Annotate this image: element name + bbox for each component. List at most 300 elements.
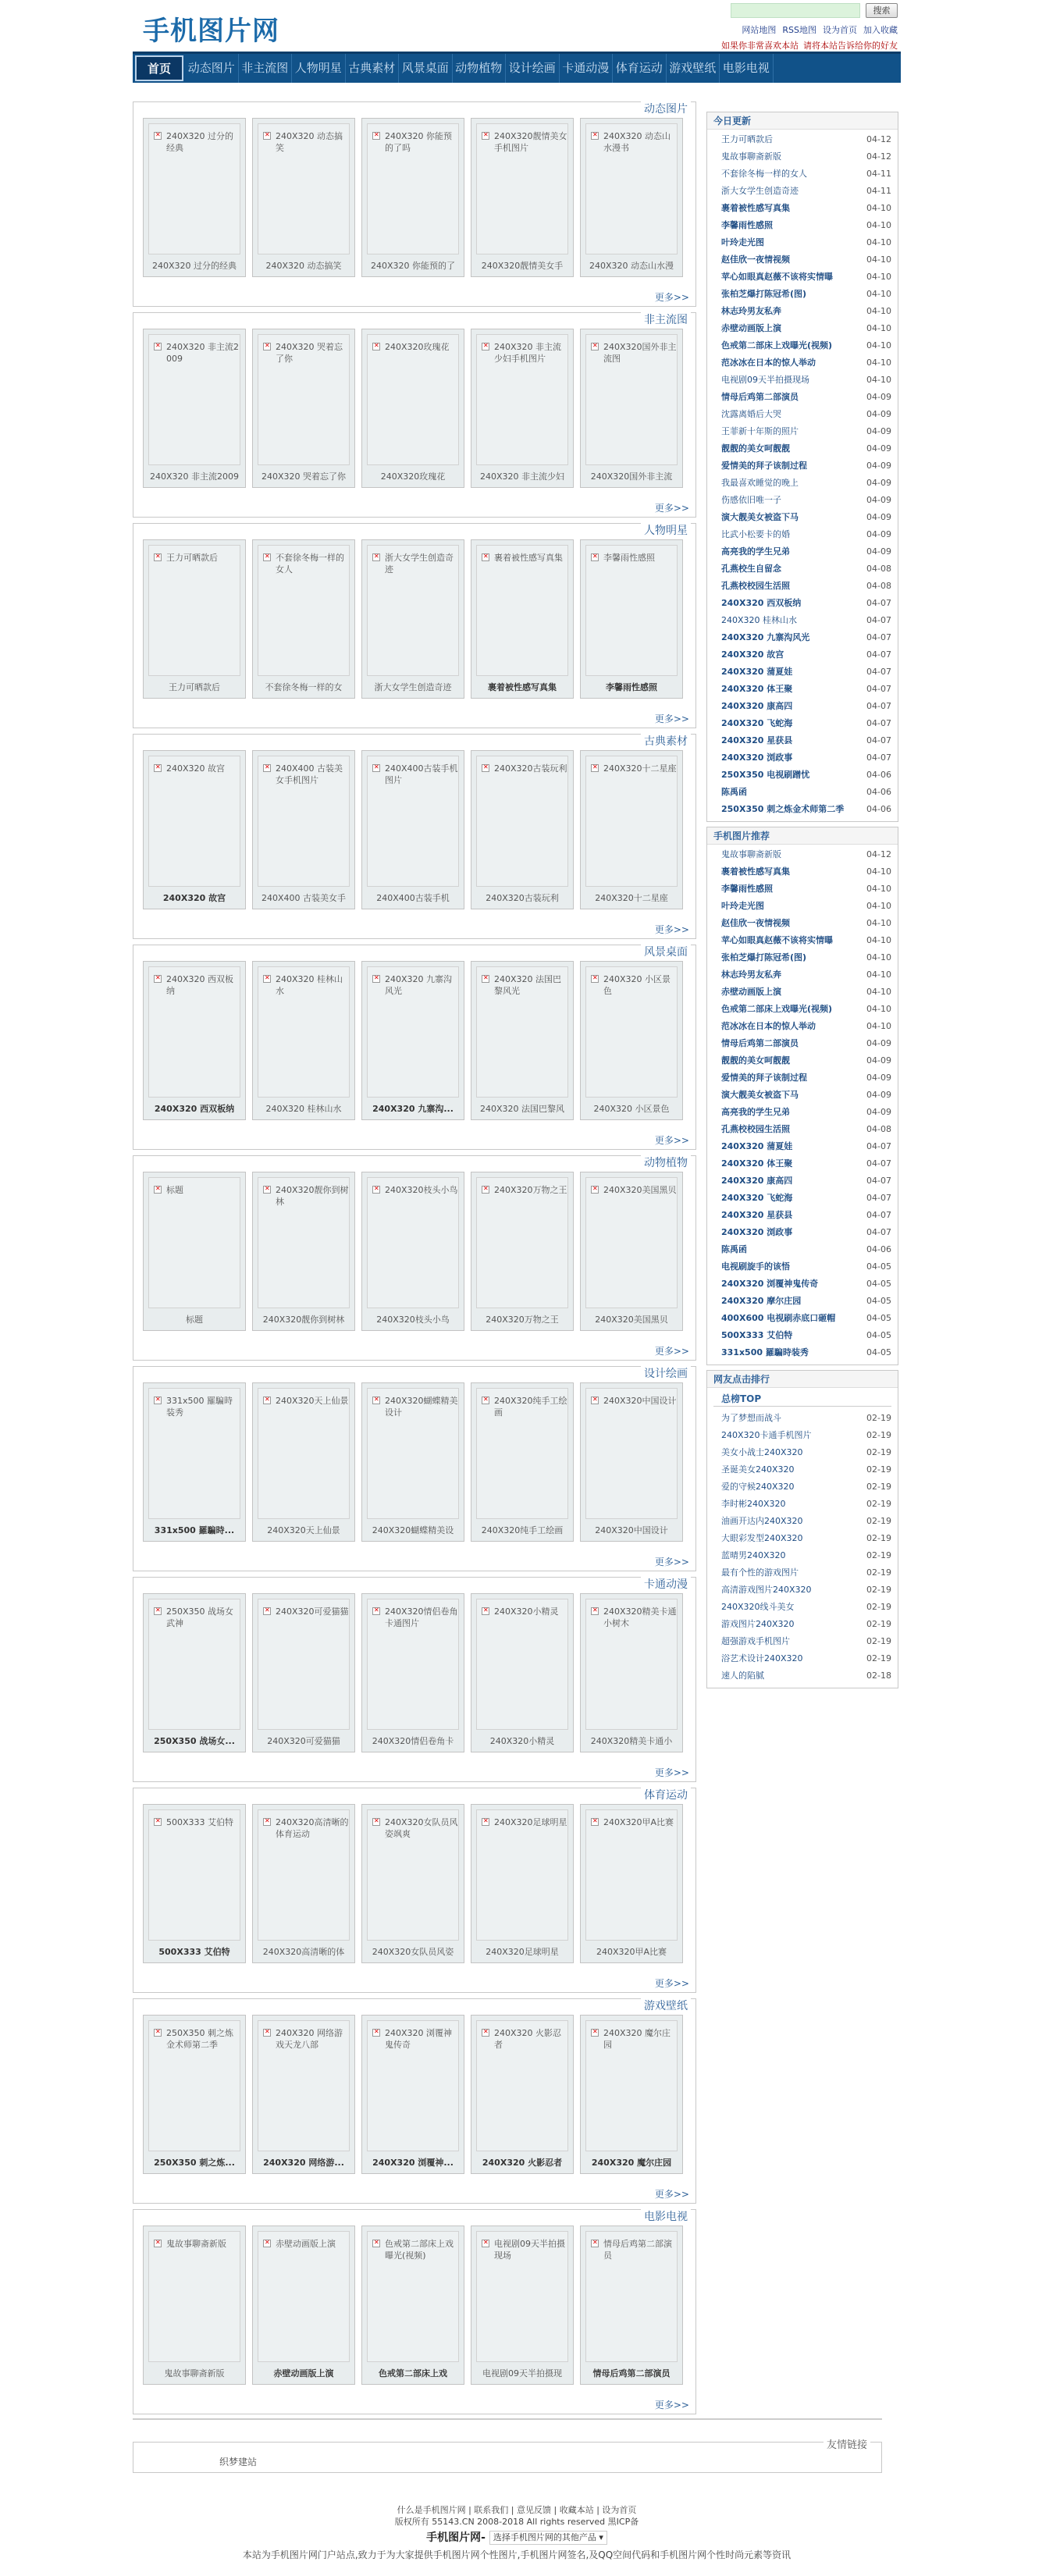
list-item[interactable] [721,1087,891,1104]
image-caption[interactable]: 李馨雨性感照 [606,682,657,692]
list-item[interactable] [721,715,891,732]
broken-image[interactable] [258,1599,350,1730]
list-item[interactable] [721,1410,891,1427]
nav-item[interactable]: 体育运动 [613,54,667,83]
image-card[interactable] [143,1804,246,1963]
image-card[interactable] [580,1382,683,1542]
broken-image[interactable] [258,123,350,254]
list-item[interactable] [721,251,891,269]
list-item[interactable] [721,1224,891,1241]
image-caption[interactable]: 240X320 网络游... [263,2158,344,2168]
broken-image[interactable] [585,123,678,254]
list-item-title[interactable]: 240X320 星获县 [721,735,793,745]
list-item-title[interactable]: 高亮我的学生兄弟 [721,1107,790,1117]
image-caption[interactable]: 240X320 桂林山水 [265,1104,342,1114]
list-item-title[interactable]: 240X320 蒲夏娃 [721,667,793,677]
broken-image[interactable] [476,1809,568,1941]
list-item[interactable] [721,1241,891,1258]
image-card[interactable] [143,1172,246,1331]
more-link[interactable]: 更多>> [654,1557,689,1567]
image-card[interactable] [471,2015,574,2174]
image-caption[interactable]: 不套徐冬梅一样的女 [265,682,343,692]
list-item-title[interactable]: 油画开达内240X320 [721,1516,803,1526]
broken-image[interactable] [367,2231,459,2362]
list-item[interactable] [721,475,891,492]
image-caption[interactable]: 240X320 西双板纳 [154,1104,235,1114]
list-item-title[interactable]: 演大靓美女被盗下马 [721,1090,799,1100]
list-item[interactable] [721,664,891,681]
sitemap-link[interactable]: 网站地图 [742,25,777,35]
list-item-title[interactable]: 240X320 体王聚 [721,684,793,694]
broken-image[interactable] [258,334,350,465]
image-caption[interactable]: 标题 [186,1315,203,1325]
image-caption[interactable]: 240X320枝头小鸟 [376,1315,450,1325]
image-card[interactable] [580,2015,683,2174]
broken-image[interactable] [148,2020,240,2151]
list-item[interactable] [721,440,891,457]
list-item-title[interactable]: 240X320 浏政事 [721,1227,793,1237]
list-item-title[interactable]: 林志玲男友私奔 [721,970,781,980]
section-title[interactable]: 设计绘画 [641,1365,691,1381]
list-item-title[interactable]: 浙大女学生创造奇迹 [721,186,799,196]
image-caption[interactable]: 240X320小精灵 [489,1736,555,1746]
list-item[interactable] [721,303,891,320]
broken-image[interactable] [367,1388,459,1519]
list-item-title[interactable]: 240X320 浏覆神鬼传奇 [721,1279,819,1289]
list-item[interactable] [721,1530,891,1547]
image-caption[interactable]: 240X320可爱猫猫 [267,1736,340,1746]
list-item[interactable] [721,732,891,749]
image-card[interactable] [580,750,683,909]
image-caption[interactable]: 240X320 小区景色 [593,1104,670,1114]
broken-image[interactable] [476,1177,568,1308]
list-item[interactable] [721,1001,891,1018]
image-card[interactable] [361,118,464,277]
list-item[interactable] [721,1633,891,1650]
list-item[interactable] [721,492,891,509]
list-item[interactable] [721,932,891,949]
list-item-title[interactable]: 孔燕校校园生活照 [721,581,790,591]
image-card[interactable] [580,118,683,277]
image-card[interactable] [471,1382,574,1542]
broken-image[interactable] [367,2020,459,2151]
list-item-title[interactable]: 鬼故事聊斋新版 [721,151,781,162]
list-item[interactable] [721,200,891,217]
image-caption[interactable]: 240X320精美卡通小 [590,1736,673,1746]
list-item-title[interactable]: 孔燕校生自留念 [721,564,781,574]
list-item-title[interactable]: 500X333 艾伯特 [721,1330,793,1340]
more-link[interactable]: 更多>> [654,1346,689,1357]
broken-image[interactable] [258,756,350,887]
friend-link[interactable]: 织梦建站 [219,2457,258,2467]
broken-image[interactable] [585,2020,678,2151]
list-item[interactable] [721,457,891,475]
broken-image[interactable] [585,545,678,676]
list-item[interactable] [721,966,891,984]
image-caption[interactable]: 色戒第二部床上戏 [379,2368,447,2379]
image-caption[interactable]: 情母后鸡第二部演员 [592,2368,671,2379]
list-item-title[interactable]: 色戒第二部床上戏曝光(视频) [721,340,833,350]
list-item[interactable] [721,595,891,612]
list-item[interactable] [721,1121,891,1138]
image-caption[interactable]: 电视剧09天半拍摄现 [482,2368,562,2379]
image-card[interactable] [580,961,683,1120]
more-link[interactable]: 更多>> [654,2400,689,2411]
broken-image[interactable] [258,2231,350,2362]
image-card[interactable] [471,539,574,699]
list-item-title[interactable]: 240X320卡通手机图片 [721,1430,812,1440]
list-item-title[interactable]: 孔燕校校园生活照 [721,1124,790,1134]
footer-link[interactable]: 意见反馈 [517,2505,551,2515]
image-card[interactable] [143,1593,246,1752]
list-item-title[interactable]: 240X320 康高四 [721,1176,793,1186]
broken-image[interactable] [367,545,459,676]
list-item[interactable] [721,578,891,595]
broken-image[interactable] [367,1599,459,1730]
list-item-title[interactable]: 圣诞美女240X320 [721,1464,795,1475]
footer-link[interactable]: 设为首页 [602,2505,637,2515]
broken-image[interactable] [258,2020,350,2151]
image-caption[interactable]: 240X320高清晰的体 [262,1947,345,1957]
list-item[interactable] [721,767,891,784]
section-title[interactable]: 电影电视 [641,2208,691,2224]
list-item[interactable] [721,148,891,165]
image-card[interactable] [361,750,464,909]
image-card[interactable] [252,961,355,1120]
footer-link[interactable]: 什么是手机图片网 [397,2505,466,2515]
list-item[interactable] [721,915,891,932]
image-caption[interactable]: 240X320靓情美女手 [481,261,564,271]
image-card[interactable] [471,2226,574,2385]
section-title[interactable]: 人物明星 [641,522,691,538]
image-caption[interactable]: 240X320十二星座 [595,893,668,903]
broken-image[interactable] [476,2020,568,2151]
list-item[interactable] [721,1018,891,1035]
list-item-title[interactable]: 苹心如眼真赵薇不该将实情曝 [721,272,833,282]
image-caption[interactable]: 240X320美国黑贝 [595,1315,668,1325]
image-caption[interactable]: 240X320纯手工绘画 [481,1525,564,1535]
list-item-title[interactable]: 张柏芝爆打陈冠希(图) [721,952,807,962]
image-card[interactable] [143,2226,246,2385]
list-item[interactable] [721,1258,891,1276]
image-card[interactable] [361,1172,464,1331]
list-item[interactable] [721,898,891,915]
image-caption[interactable]: 240X320 九寨沟... [372,1104,454,1114]
list-item-title[interactable]: 情母后鸡第二部演员 [721,392,799,402]
list-item-title[interactable]: 赵佳欣一夜情视频 [721,254,790,265]
image-card[interactable] [580,2226,683,2385]
list-item[interactable] [721,165,891,183]
broken-image[interactable] [367,756,459,887]
more-link[interactable]: 更多>> [654,503,689,514]
list-item-title[interactable]: 裹着被性感写真集 [721,203,790,213]
list-item-title[interactable]: 陈禹函 [721,1244,747,1254]
more-link[interactable]: 更多>> [654,1978,689,1989]
list-item-title[interactable]: 高清游戏图片240X320 [721,1585,812,1595]
list-item[interactable] [721,183,891,200]
image-card[interactable] [252,750,355,909]
list-item-title[interactable]: 范冰冰在日本的惊人举动 [721,358,816,368]
nav-item[interactable]: 动物植物 [453,54,507,83]
broken-image[interactable] [148,545,240,676]
image-card[interactable] [143,1382,246,1542]
list-item-title[interactable]: 范冰冰在日本的惊人举动 [721,1021,816,1031]
image-card[interactable] [580,539,683,699]
list-item-title[interactable]: 我最喜欢睡觉的晚上 [721,478,799,488]
list-item-title[interactable]: 叶玲走光图 [721,901,764,911]
list-item-title[interactable]: 情母后鸡第二部演员 [721,1038,799,1048]
image-caption[interactable]: 250X350 战场女... [154,1736,235,1746]
more-link[interactable]: 更多>> [654,1135,689,1146]
list-item[interactable] [721,1104,891,1121]
list-item[interactable] [721,1069,891,1087]
nav-item[interactable]: 卡通动漫 [560,54,614,83]
image-caption[interactable]: 240X320 浏覆神... [372,2158,454,2168]
list-item-title[interactable]: 沈露离婚后大哭 [721,409,781,419]
list-item[interactable] [721,1138,891,1155]
image-card[interactable] [580,1804,683,1963]
broken-image[interactable] [148,1177,240,1308]
image-caption[interactable]: 240X320 火影忍者 [482,2158,563,2168]
list-item[interactable] [721,372,891,389]
list-item-title[interactable]: 李时彬240X320 [721,1499,786,1509]
list-item-title[interactable]: 爱情美的拜子该制过程 [721,1073,807,1083]
image-caption[interactable]: 240X320 哭着忘了你 [261,471,347,482]
broken-image[interactable] [258,966,350,1098]
nav-item[interactable]: 古典素材 [346,54,400,83]
broken-image[interactable] [367,123,459,254]
nav-item[interactable]: 动态图片 [185,54,239,83]
section-title[interactable]: 游戏壁纸 [641,1998,691,2013]
list-item-title[interactable]: 250X350 电视刷蹭忧 [721,770,810,780]
list-item-title[interactable]: 不套徐冬梅一样的女人 [721,169,807,179]
list-item-title[interactable]: 240X320 飞蛇海 [721,718,793,728]
list-item[interactable] [721,1427,891,1444]
list-item[interactable] [721,801,891,818]
image-card[interactable] [580,1593,683,1752]
list-item[interactable] [721,749,891,767]
image-card[interactable] [471,750,574,909]
broken-image[interactable] [585,1599,678,1730]
list-item-title[interactable]: 游戏图片240X320 [721,1619,795,1629]
list-item-title[interactable]: 爱情美的拜子该制过程 [721,461,807,471]
image-caption[interactable]: 500X333 艾伯特 [158,1947,230,1957]
list-item-title[interactable]: 陈禹函 [721,787,747,797]
list-item[interactable] [721,984,891,1001]
list-item[interactable] [721,863,891,881]
list-item-title[interactable]: 240X320 蒲夏娃 [721,1141,793,1151]
image-card[interactable] [252,1172,355,1331]
broken-image[interactable] [476,545,568,676]
image-caption[interactable]: 240X320 魔尔庄园 [591,2158,672,2168]
image-caption[interactable]: 250X350 刺之炼... [154,2158,235,2168]
image-card[interactable] [361,1593,464,1752]
list-item[interactable] [721,1327,891,1344]
image-card[interactable] [361,1382,464,1542]
list-item-title[interactable]: 大眼彩发型240X320 [721,1533,803,1543]
list-item[interactable] [721,1496,891,1513]
image-card[interactable] [471,961,574,1120]
section-title[interactable]: 动态图片 [641,101,691,116]
list-item[interactable] [721,526,891,543]
broken-image[interactable] [148,1809,240,1941]
list-item[interactable] [721,1616,891,1633]
image-caption[interactable]: 240X320 动态山水漫 [589,261,674,271]
list-item[interactable] [721,509,891,526]
nav-item[interactable]: 游戏壁纸 [667,54,720,83]
image-card[interactable] [361,1804,464,1963]
list-item[interactable] [721,320,891,337]
list-item[interactable] [721,1650,891,1667]
image-card[interactable] [361,329,464,488]
list-item[interactable] [721,389,891,406]
broken-image[interactable] [148,966,240,1098]
more-link[interactable]: 更多>> [654,2189,689,2200]
broken-image[interactable] [476,966,568,1098]
image-caption[interactable]: 240X320玫瑰花 [380,471,446,482]
list-item-title[interactable]: 240X320 西双板纳 [721,598,802,608]
broken-image[interactable] [148,1388,240,1519]
image-card[interactable] [361,2015,464,2174]
list-item[interactable] [721,560,891,578]
image-card[interactable] [143,961,246,1120]
broken-image[interactable] [258,545,350,676]
image-caption[interactable]: 240X320甲A比赛 [596,1947,667,1957]
list-item[interactable] [721,646,891,664]
list-item[interactable] [721,269,891,286]
list-item-title[interactable]: 裹着被性感写真集 [721,866,790,877]
broken-image[interactable] [367,334,459,465]
image-caption[interactable]: 240X320天上仙景 [267,1525,340,1535]
broken-image[interactable] [585,1388,678,1519]
broken-image[interactable] [148,756,240,887]
list-item[interactable] [721,612,891,629]
list-item-title[interactable]: 色戒第二部床上戏曝光(视频) [721,1004,833,1014]
image-caption[interactable]: 240X320 非主流少妇 [479,471,565,482]
section-title[interactable]: 动物植物 [641,1155,691,1170]
image-caption[interactable]: 鬼故事聊斋新版 [164,2368,225,2379]
image-card[interactable] [252,1593,355,1752]
list-item[interactable] [721,1444,891,1461]
list-item-title[interactable]: 李馨雨性感照 [721,220,773,230]
product-select[interactable]: 选择手机图片网的其他产品 ▾ [489,2531,607,2545]
list-item[interactable] [721,629,891,646]
list-item[interactable] [721,1513,891,1530]
list-item[interactable] [721,337,891,354]
image-caption[interactable]: 240X320 法国巴黎风 [479,1104,565,1114]
set-homepage-link[interactable]: 设为首页 [823,25,857,35]
list-item[interactable] [721,1172,891,1190]
list-item[interactable] [721,543,891,560]
list-item-title[interactable]: 为了梦想而战斗 [721,1413,781,1423]
broken-image[interactable] [585,966,678,1098]
broken-image[interactable] [476,1599,568,1730]
list-item-title[interactable]: 赵佳欣一夜情视频 [721,918,790,928]
image-caption[interactable]: 240X320 故宫 [162,893,226,903]
broken-image[interactable] [148,123,240,254]
nav-item[interactable]: 首页 [135,55,183,81]
nav-item[interactable]: 风景桌面 [399,54,453,83]
image-caption[interactable]: 赤壁动画版上演 [273,2368,334,2379]
list-item[interactable] [721,131,891,148]
image-card[interactable] [143,539,246,699]
broken-image[interactable] [585,756,678,887]
image-card[interactable] [143,750,246,909]
broken-image[interactable] [258,1388,350,1519]
list-item-title[interactable]: 叶玲走光图 [721,237,764,247]
section-title[interactable]: 卡通动漫 [641,1576,691,1592]
image-caption[interactable]: 240X320情侣卷角卡 [372,1736,454,1746]
broken-image[interactable] [367,1809,459,1941]
list-item[interactable] [721,784,891,801]
list-item[interactable] [721,1276,891,1293]
image-caption[interactable]: 240X320足球明星 [486,1947,559,1957]
list-item-title[interactable]: 苹心如眼真赵薇不该将实情曝 [721,935,833,945]
list-item[interactable] [721,1207,891,1224]
image-card[interactable] [471,329,574,488]
image-card[interactable] [471,1593,574,1752]
section-title[interactable]: 体育运动 [641,1787,691,1802]
nav-item[interactable]: 人物明星 [292,54,346,83]
list-item[interactable] [721,423,891,440]
broken-image[interactable] [476,334,568,465]
list-item-title[interactable]: 比武小松要卡的婚 [721,529,790,539]
add-favorite-link[interactable]: 加入收藏 [863,25,898,35]
image-caption[interactable]: 浙大女学生创造奇迹 [374,682,452,692]
image-card[interactable] [580,329,683,488]
nav-item[interactable]: 设计绘画 [506,54,560,83]
more-link[interactable]: 更多>> [654,1767,689,1778]
list-item[interactable] [721,1582,891,1599]
image-caption[interactable]: 240X320女队员风姿 [372,1947,454,1957]
list-item-title[interactable]: 张柏芝爆打陈冠希(图) [721,289,807,299]
list-item[interactable] [721,354,891,372]
list-item-title[interactable]: 靓靓的美女呵靓靓 [721,443,790,454]
list-item-title[interactable]: 靓靓的美女呵靓靓 [721,1055,790,1066]
image-card[interactable] [252,1382,355,1542]
list-item-title[interactable]: 250X350 刺之炼金术师第二季 [721,804,845,814]
more-link[interactable]: 更多>> [654,292,689,303]
list-item-title[interactable]: 电视剧09天半拍摄现场 [721,375,809,385]
list-item-title[interactable]: 240X320 桂林山水 [721,615,798,625]
section-title[interactable]: 非主流图 [641,311,691,327]
image-card[interactable] [580,1172,683,1331]
nav-item[interactable]: 非主流图 [239,54,293,83]
image-card[interactable] [252,118,355,277]
list-item-title[interactable]: 蓝晴男240X320 [721,1550,786,1560]
list-item-title[interactable]: 240X320线斗美女 [721,1602,795,1612]
list-item[interactable] [721,1667,891,1685]
image-card[interactable] [361,539,464,699]
image-caption[interactable]: 240X320 你能预的了 [370,261,456,271]
broken-image[interactable] [585,1177,678,1308]
image-caption[interactable]: 240X320蝴蝶精美设 [372,1525,454,1535]
list-item-title[interactable]: 超强游戏手机图片 [721,1636,790,1646]
list-item[interactable] [721,1293,891,1310]
more-link[interactable]: 更多>> [654,713,689,724]
broken-image[interactable] [585,2231,678,2362]
image-caption[interactable]: 240X320国外非主流 [590,471,673,482]
list-item-title[interactable]: 331x500 羅騙時装秀 [721,1347,809,1357]
list-item-title[interactable]: 王力可晒款后 [721,134,773,144]
list-item[interactable] [721,406,891,423]
list-item-title[interactable]: 240X320 康高四 [721,701,793,711]
list-item-title[interactable]: 美女小战士240X320 [721,1447,803,1457]
list-item[interactable] [721,1564,891,1582]
image-card[interactable] [143,118,246,277]
image-card[interactable] [361,2226,464,2385]
list-item[interactable] [721,234,891,251]
